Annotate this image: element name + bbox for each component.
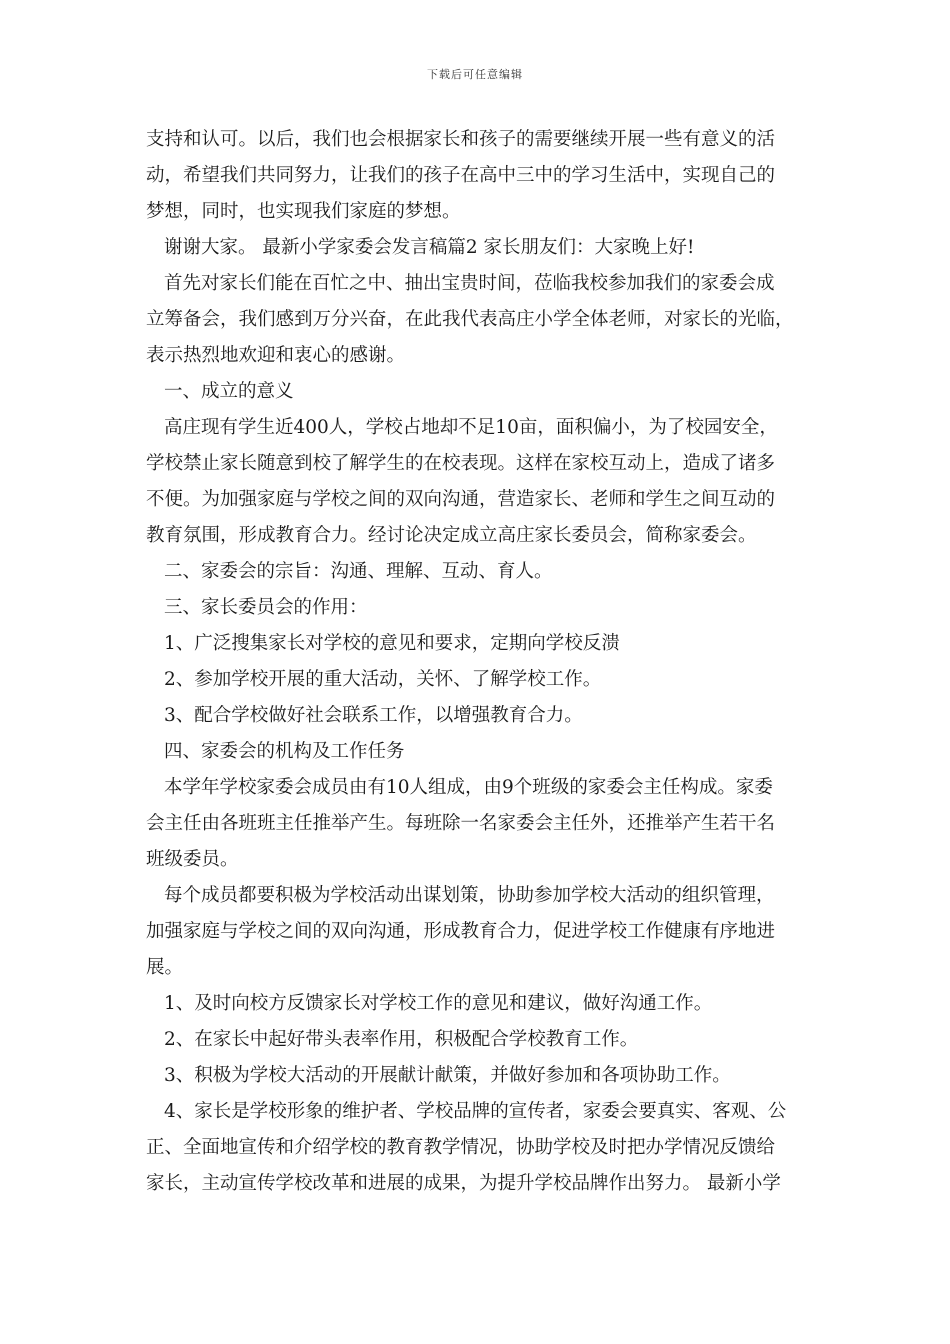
text-line: 本学年学校家委会成员由有10人组成，由9个班级的家委会主任构成。家委 [164, 777, 773, 798]
text-line: 展。 [146, 957, 184, 978]
text-line: 3、配合学校做好社会联系工作，以增强教育合力。 [164, 705, 583, 726]
text-line: 立筹备会，我们感到万分兴奋，在此我代表高庄小学全体老师，对家长的光临， [146, 309, 794, 330]
text-line: 会主任由各班班主任推举产生。每班除一名家委会主任外，还推举产生若干名 [146, 813, 776, 834]
text-line: 家长，主动宣传学校改革和进展的成果，为提升学校品牌作出努力。 最新小学 [146, 1173, 781, 1194]
text-line: 首先对家长们能在百忙之中、抽出宝贵时间，莅临我校参加我们的家委会成 [164, 273, 775, 294]
text-line: 四、家委会的机构及工作任务 [164, 741, 405, 762]
text-line: 支持和认可。以后，我们也会根据家长和孩子的需要继续开展一些有意义的活 [146, 129, 776, 150]
text-line: 表示热烈地欢迎和衷心的感谢。 [146, 345, 406, 366]
page-header: 下载后可任意编辑 [427, 68, 523, 81]
text-line: 高庄现有学生近400人，学校占地却不足10亩，面积偏小，为了校园安全， [164, 417, 778, 438]
text-line: 2、在家长中起好带头表率作用，积极配合学校教育工作。 [164, 1029, 639, 1050]
text-line: 一、成立的意义 [164, 381, 294, 402]
text-line: 加强家庭与学校之间的双向沟通，形成教育合力，促进学校工作健康有序地进 [146, 921, 776, 942]
text-line: 谢谢大家。 最新小学家委会发言稿篇2 家长朋友们：大家晚上好! [164, 237, 695, 258]
text-line: 梦想，同时，也实现我们家庭的梦想。 [146, 201, 461, 222]
text-line: 正、全面地宣传和介绍学校的教育教学情况，协助学校及时把办学情况反馈给 [146, 1137, 776, 1158]
text-line: 1、及时向校方反馈家长对学校工作的意见和建议，做好沟通工作。 [164, 993, 713, 1014]
text-line: 二、家委会的宗旨：沟通、理解、互动、育人。 [164, 561, 553, 582]
text-line: 不便。为加强家庭与学校之间的双向沟通，营造家长、老师和学生之间互动的 [146, 489, 776, 510]
text-line: 2、参加学校开展的重大活动，关怀、了解学校工作。 [164, 669, 602, 690]
text-line: 教育氛围，形成教育合力。经讨论决定成立高庄家长委员会，简称家委会。 [146, 525, 757, 546]
text-line: 三、家长委员会的作用： [164, 597, 368, 618]
document-body [146, 122, 806, 1202]
text-line: 学校禁止家长随意到校了解学生的在校表现。这样在家校互动上，造成了诸多 [146, 453, 776, 474]
text-line: 4、家长是学校形象的维护者、学校品牌的宣传者，家委会要真实、客观、公 [164, 1101, 787, 1122]
text-line: 班级委员。 [146, 849, 239, 870]
text-line: 动，希望我们共同努力，让我们的孩子在高中三中的学习生活中，实现自己的 [146, 165, 776, 186]
text-line: 1、广泛搜集家长对学校的意见和要求，定期向学校反溃 [164, 633, 620, 654]
text-line: 每个成员都要积极为学校活动出谋划策，协助参加学校大活动的组织管理， [164, 885, 775, 906]
text-line: 3、积极为学校大活动的开展献计献策，并做好参加和各项协助工作。 [164, 1065, 731, 1086]
